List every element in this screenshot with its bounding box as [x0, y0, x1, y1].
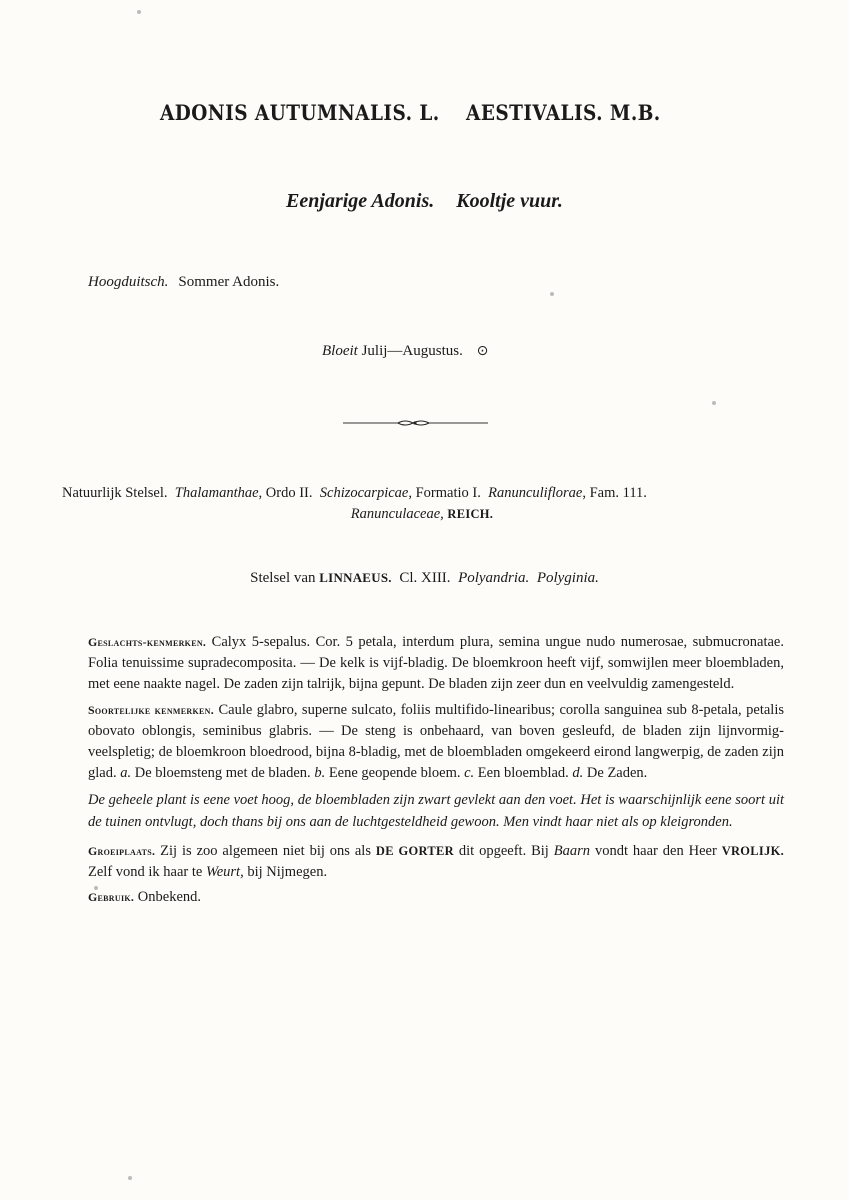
common-name-1: Eenjarige Adonis. [286, 190, 435, 212]
genus-paragraph [88, 632, 784, 696]
habitat-label: Groeiplaats. [88, 843, 156, 858]
usage-paragraph [88, 887, 784, 908]
usage-text: Onbekend. [137, 889, 202, 906]
figure-b: Eene geopende bloem. [328, 765, 461, 782]
paper-speck [712, 401, 716, 405]
figure-key-b: b. [314, 765, 326, 782]
title-species-name: ADONIS AUTUMNALIS. L. [160, 100, 440, 125]
bloom-line [322, 343, 488, 360]
natural-author: REICH. [447, 507, 494, 521]
habitat-name-1: DE GORTER [375, 843, 454, 858]
natural-fam: , Fam. 111. [582, 485, 647, 501]
paper-speck [128, 1176, 132, 1180]
note-paragraph: De geheele plant is eene voet hoog, de bloembladen zijn zwart gevlekt aan den voet. Het is waarschijnlijk eene soort uit de tuinen ontvlugt, doch thans bij ons aan de luchtgesteldheid gewoon. Men vindt haar niet als op kleigronden. [88, 792, 784, 830]
linnaeus-name: LINNAEUS. [319, 571, 392, 585]
page-title [160, 100, 661, 125]
habitat-text-4: Zelf vond ik haar te [88, 864, 203, 881]
common-name-2: Kooltje vuur. [456, 190, 563, 212]
paper-speck [550, 292, 554, 296]
natural-class-3: Ranunculiflorae [488, 485, 583, 501]
figure-a: De bloemsteng met de bladen. [134, 765, 311, 782]
german-name: Sommer Adonis. [178, 274, 280, 290]
habitat-text-3: vondt haar den Heer [594, 842, 717, 859]
bloom-period: Julij—Augustus. [361, 343, 463, 359]
natural-class-1: Thalamanthae [174, 485, 259, 501]
linnaeus-system [0, 570, 849, 587]
german-name-line [88, 274, 279, 291]
common-names [0, 190, 849, 213]
annual-symbol-icon: ⊙ [476, 343, 489, 359]
linnaeus-class: Cl. XIII. [399, 570, 451, 586]
title-synonym: AESTIVALIS. M.B. [466, 100, 661, 125]
species-paragraph [88, 700, 784, 785]
figure-key-a: a. [120, 765, 132, 782]
natural-class-2: Schizocarpicae [319, 485, 409, 501]
linnaeus-label: Stelsel van [250, 570, 316, 586]
bloom-label: Bloeit [322, 343, 358, 359]
paper-speck [137, 10, 141, 14]
linnaeus-class-1: Polyandria. [458, 570, 530, 586]
habitat-text-2: dit opgeeft. Bij [458, 842, 549, 859]
species-label: Soortelijke kenmerken. [88, 702, 214, 717]
habitat-text-5: bij Nijmegen. [247, 864, 328, 881]
figure-key-c: c. [464, 765, 475, 782]
habitat-place-2: Weurt, [205, 864, 244, 881]
species-text: Caule glabro, superne sulcato, foliis multifido-linearibus; corolla sanguinea sub 8-petala, petalis obovato oblongis, seminibus glabris. — De steng is onbehaard, van boven gesleufd, de bladen zijn lijnvormig-veelspletig; de bloemkroon bloedrood, bijna 8-bladig, met de bloembladen omgekeerd eirond langwerpig, de zaden zijn glad. [88, 701, 785, 782]
genus-text: Calyx 5-sepalus. Cor. 5 petala, interdum plura, semina ungue nudo numerosae, submucronatae. Folia tenuissime supradecomposita. — De kelk is vijf-bladig. De bloemkroon heeft vijf, somwijlen meer bloembladen, met eene naakte nagel. De zaden zijn talrijk, bijna gepunt. De bladen zijn zeer dun en veelvuldig zamengesteld. [88, 634, 784, 693]
figure-c: Een bloemblad. [477, 765, 569, 782]
natural-system [62, 483, 782, 525]
linnaeus-class-2: Polyginia. [536, 570, 599, 586]
genus-label: Geslachts-kenmerken. [88, 635, 207, 649]
habitat-text-1: Zij is zoo algemeen niet bij ons als [160, 842, 371, 859]
natural-system-label: Natuurlijk Stelsel. [62, 485, 168, 501]
habitat-place-1: Baarn [553, 842, 591, 859]
habitat-name-2: VROLIJK. [721, 843, 785, 858]
description-body [88, 632, 784, 912]
figure-key-d: d. [572, 765, 584, 782]
natural-ordo: , Ordo II. [258, 485, 313, 501]
figure-d: De Zaden. [586, 765, 648, 782]
usage-label: Gebruik. [88, 890, 135, 905]
natural-family: Ranunculaceae, [350, 506, 444, 522]
german-label: Hoogduitsch. [88, 274, 169, 290]
paper-speck [94, 886, 98, 890]
habitat-paragraph [88, 841, 784, 883]
natural-formatio: , Formatio I. [408, 485, 481, 501]
ornament-divider-icon [343, 418, 488, 428]
